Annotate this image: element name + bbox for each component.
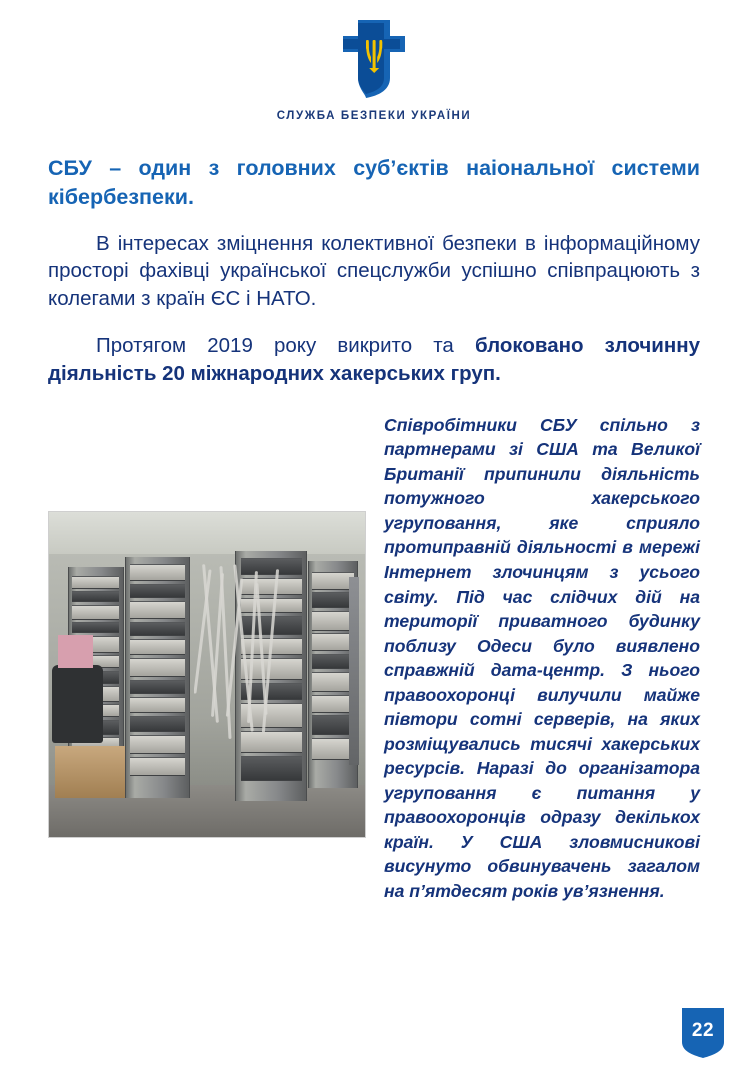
- sbu-emblem-icon: [343, 20, 405, 98]
- side-article-text: Співробітники СБУ спільно з партнерами зі США та Великої Британії припинили діяльність потужного хакерського угруповання, яке сприяло протиправній діяльності в мережі Інтернет злочинцям з усього світу. Під час слідчих дій на території приватного будинку поблизу Одеси було виявлено справжній дата-центр. З нього правоохоронці вилучили майже півтори сотні серверів, на яких розміщувались тисячі хакерських ресурсів. Наразі до організатора угруповання є питання у правоохоронців одразу декількох країн. У США зловмисникові висунуто обвинувачень загалом на п’ятдесят років ув’язнення.: [384, 414, 700, 901]
- paragraph-statistics: [48, 332, 700, 387]
- organization-name: СЛУЖБА БЕЗПЕКИ УКРАЇНИ: [276, 110, 472, 122]
- paragraph-statistics-plain: Протягом 2019 року викрито та: [96, 334, 475, 358]
- page-title: СБУ – один з головних суб’єктів наіональної системи кібербезпеки.: [48, 156, 700, 210]
- photo-server-racks: [48, 511, 366, 838]
- page-number: 22: [691, 1020, 715, 1041]
- paragraph-statistics-bold: блоковано злочинну діяльність 20 міжнародних хакерських груп.: [48, 334, 701, 385]
- page-number-badge: [682, 1008, 724, 1058]
- page-header: [0, 0, 748, 122]
- paragraph-cooperation: В інтересах зміцнення колективної безпеки в інформаційному просторі фахівці української спецслужби успішно співпрацюють з колегами з країн ЄС і НАТО.: [48, 232, 700, 310]
- photo-column: [48, 413, 366, 838]
- page-content: [0, 154, 748, 903]
- lower-block: [48, 413, 700, 904]
